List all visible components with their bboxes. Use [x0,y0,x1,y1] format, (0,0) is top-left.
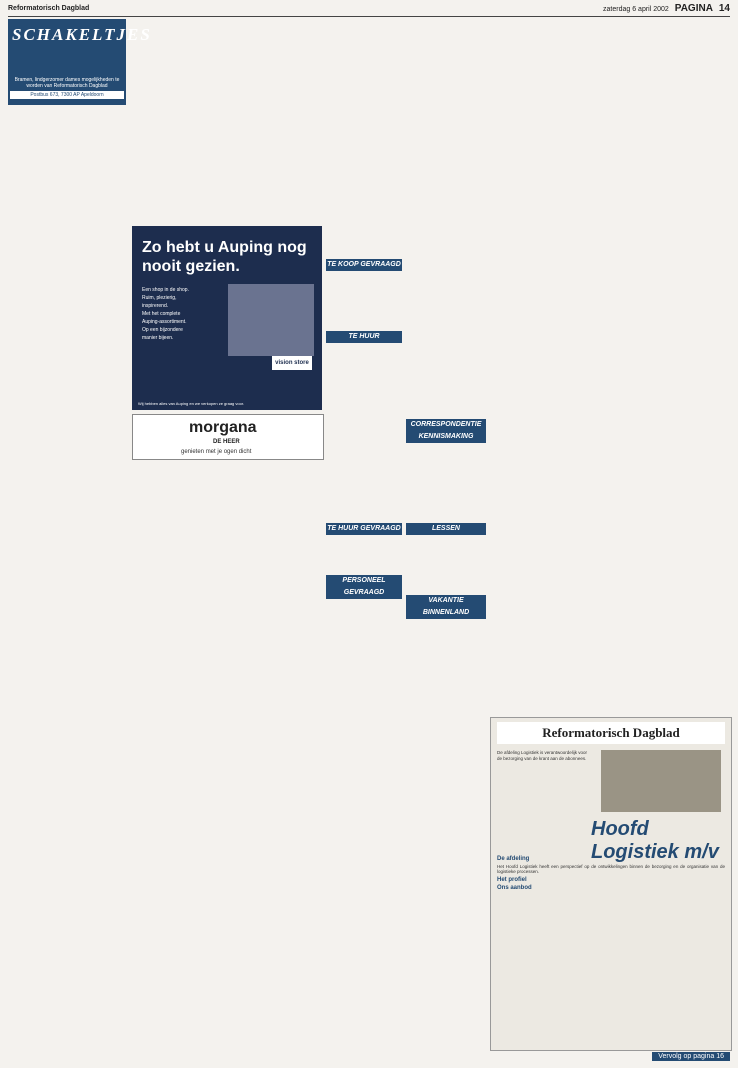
column-3-top [196,19,256,219]
section-header: TE HUUR GEVRAAGD [326,523,402,535]
job-title: Hoofd Logistiek m/v [591,818,719,863]
job-subheading: Het profiel [497,876,527,883]
list-item: Ruim, plezierig, [142,295,177,301]
list-item: Auping-assortiment. [142,319,187,325]
column-6 [406,19,486,713]
column-2-bottom [132,462,192,1052]
morgana-logo: morgana [189,419,257,436]
morgana-shop: DE HEER [213,439,240,445]
auping-feature-list [142,286,189,342]
column-5 [326,19,402,1049]
section-header: PERSONEEL GEVRAAGD [326,575,402,599]
column-3-bottom [196,462,256,1052]
morgana-tagline: genieten met je ogen dicht [181,449,252,455]
column-4-top [260,19,320,219]
auping-headline: Zo hebt u Auping nog nooit gezien. [142,239,307,275]
section-header: TE KOOP GEVRAAGD [326,259,402,271]
page-info [603,3,730,14]
page-label: PAGINA [674,3,713,14]
vision-store-logo: vision store [272,356,312,370]
bedroom-photo [228,284,314,356]
issue-date: zaterdag 6 april 2002 [603,6,669,13]
continued-link[interactable]: Vervolg op pagina 16 [652,1052,730,1061]
page-number: 14 [718,3,730,14]
job-advertisement [490,717,732,1051]
banner-title: SCHAKELTJES [12,25,152,44]
column-7 [490,19,566,713]
banner-subtitle: Bramen, lindgerzomer dames mogelijkheden te worden van Reformatorisch Dagblad [14,77,120,89]
list-item: manier bijeen. [142,335,174,341]
auping-advertisement [132,226,322,410]
list-item: Op een bijzondere [142,327,183,333]
page-header [8,5,730,15]
section-header: VAKANTIE BINNENLAND [406,595,486,619]
column-6-bottom [406,717,488,1049]
column-2-top [132,19,192,219]
job-description [497,854,725,893]
rd-intro: De afdeling Logistiek is verantwoordelijk voor de bezorging van de krant aan de abonnees. [497,750,588,761]
column-9 [650,19,730,699]
list-item: inspirerend. [142,303,169,309]
column-8 [570,19,646,713]
morgana-advertisement [132,414,324,460]
column-4-bottom [260,462,320,1052]
banner-contact: Postbus 673, 7300 AP Apeldoorn [10,91,124,99]
section-header: CORRESPONDENTIE KENNISMAKING [406,419,486,443]
publication-name: Reformatorisch Dagblad [8,5,90,12]
section-banner [8,19,152,105]
list-item: Met het complete [142,311,181,317]
job-subheading: Ons aanbod [497,885,532,892]
rd-logo: Reformatorisch Dagblad [497,722,725,744]
section-header: LESSEN [406,523,486,535]
column-1 [8,108,126,1048]
job-text: Het Hoofd Logistiek heeft een perspectief op de ontwikkelingen binnen de bezorging en de organisatie van de logistieke processen. [497,863,725,875]
header-rule [8,16,730,17]
section-header: TE HUUR [326,331,402,343]
job-subheading: De afdeling [497,856,530,862]
job-photo [601,750,721,812]
list-item: Een shop in de shop. [142,287,189,293]
auping-footer: Wij hebben alles van Auping en we verkopen ze graag voor. [138,401,245,406]
